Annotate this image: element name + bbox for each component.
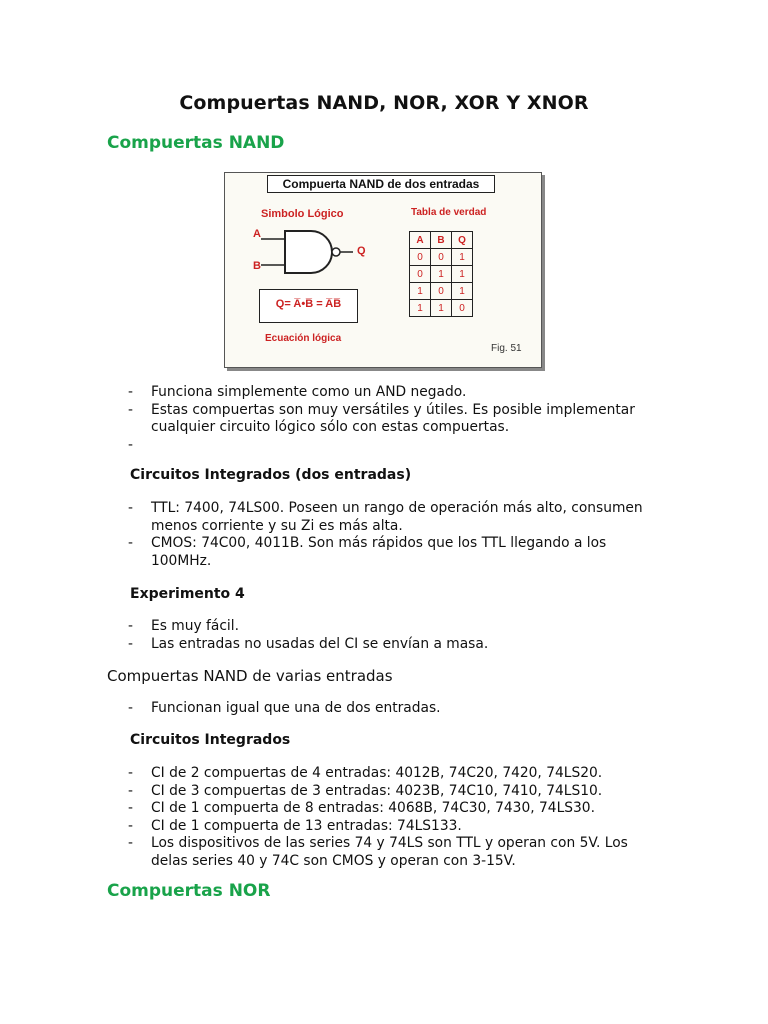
multi-input-list [128,700,658,718]
truth-cell: 0 [410,249,431,266]
truth-table-header-row [410,232,473,249]
gate-output-q: Q [357,245,366,257]
list-item [128,535,658,570]
bullet-dash: - [128,401,133,418]
truth-table-row [410,283,473,300]
nand-bullet-list [128,384,658,454]
truth-cell: 1 [410,283,431,300]
list-item-text: CI de 1 compuerta de 13 entradas: 74LS133. [151,817,462,834]
truth-cell: 0 [452,300,473,317]
equation-text: Q= A̅•B̅ = A̅B̅ [275,298,342,310]
gate-input-a: A [253,228,261,240]
ci-list [128,765,658,870]
list-item-text: Estas compuertas son muy versátiles y útiles. Es posible implementar cualquier circuito lógico sólo con estas compuertas. [151,401,635,435]
list-item-text: Los dispositivos de las series 74 y 74LS son TTL y operan con 5V. Los delas series 40 y 74C son CMOS y operan con 3-15V. [151,835,628,869]
equation-box [259,289,358,323]
equation-label: Ecuación lógica [265,333,342,344]
truth-header-a: A [410,232,431,249]
figure-number: Fig. 51 [491,343,522,354]
bullet-dash: - [128,700,133,716]
truth-table-row [410,249,473,266]
page-title: Compuertas NAND, NOR, XOR Y XNOR [179,92,589,114]
heading-nand-multi-input: Compuertas NAND de varias entradas [107,667,393,685]
list-item [128,402,658,437]
truth-cell: 1 [452,283,473,300]
truth-cell: 1 [431,266,452,283]
gate-input-b: B [253,260,261,272]
list-item-text: CI de 2 compuertas de 4 entradas: 4012B, 74C20, 7420, 74LS20. [151,765,603,781]
list-item-text: Funcionan igual que una de dos entradas. [151,700,441,716]
list-item-text: Es muy fácil. [151,618,239,634]
list-item [128,500,658,535]
bullet-dash: - [128,635,133,652]
list-item [128,618,658,636]
bullet-dash: - [128,835,133,851]
list-item-text: CMOS: 74C00, 4011B. Son más rápidos que los TTL llegando a los 100MHz. [151,535,607,569]
section-heading-nand: Compuertas NAND [107,133,285,153]
ci-two-inputs-list [128,500,658,570]
bullet-dash: - [128,500,133,516]
bullet-dash: - [128,800,133,816]
bullet-dash: - [128,817,133,834]
truth-header-q: Q [452,232,473,249]
list-item [128,437,658,455]
figure-caption-box: Compuerta NAND de dos entradas [267,175,495,193]
truth-table-label: Tabla de verdad [411,207,487,218]
section-heading-nor: Compuertas NOR [107,881,271,901]
list-item-text: Las entradas no usadas del CI se envían a masa. [151,635,489,652]
list-item [128,765,658,783]
truth-table-row [410,266,473,283]
truth-cell: 0 [431,249,452,266]
experiment-list [128,618,658,653]
truth-header-b: B [431,232,452,249]
truth-cell: 1 [452,249,473,266]
truth-cell: 1 [452,266,473,283]
list-item [128,835,658,870]
nand-figure [224,172,542,368]
truth-cell: 1 [410,300,431,317]
list-item [128,818,658,836]
truth-table-row [410,300,473,317]
list-item-text: TTL: 7400, 74LS00. Poseen un rango de operación más alto, consumen menos corriente y su Zi es más alta. [151,500,643,534]
symbol-label: Simbolo Lógico [261,208,344,220]
list-item-text: Funciona simplemente como un AND negado. [151,384,467,400]
bullet-dash: - [128,535,133,551]
list-item [128,800,658,818]
bullet-dash: - [128,436,133,453]
truth-cell: 1 [431,300,452,317]
subheading-ci: Circuitos Integrados [130,732,291,748]
bullet-dash: - [128,765,133,781]
truth-cell: 0 [431,283,452,300]
subheading-experiment: Experimento 4 [130,586,245,602]
bullet-dash: - [128,618,133,634]
subheading-ci-two-inputs: Circuitos Integrados (dos entradas) [130,467,412,483]
truth-table [409,231,473,317]
bullet-dash: - [128,782,133,799]
list-item [128,783,658,801]
list-item [128,636,658,654]
bullet-dash: - [128,384,133,400]
list-item [128,700,658,718]
list-item-text: CI de 3 compuertas de 3 entradas: 4023B, 74C10, 7410, 74LS10. [151,782,603,799]
truth-cell: 0 [410,266,431,283]
list-item [128,384,658,402]
list-item-text: CI de 1 compuerta de 8 entradas: 4068B, 74C30, 7430, 74LS30. [151,800,595,816]
